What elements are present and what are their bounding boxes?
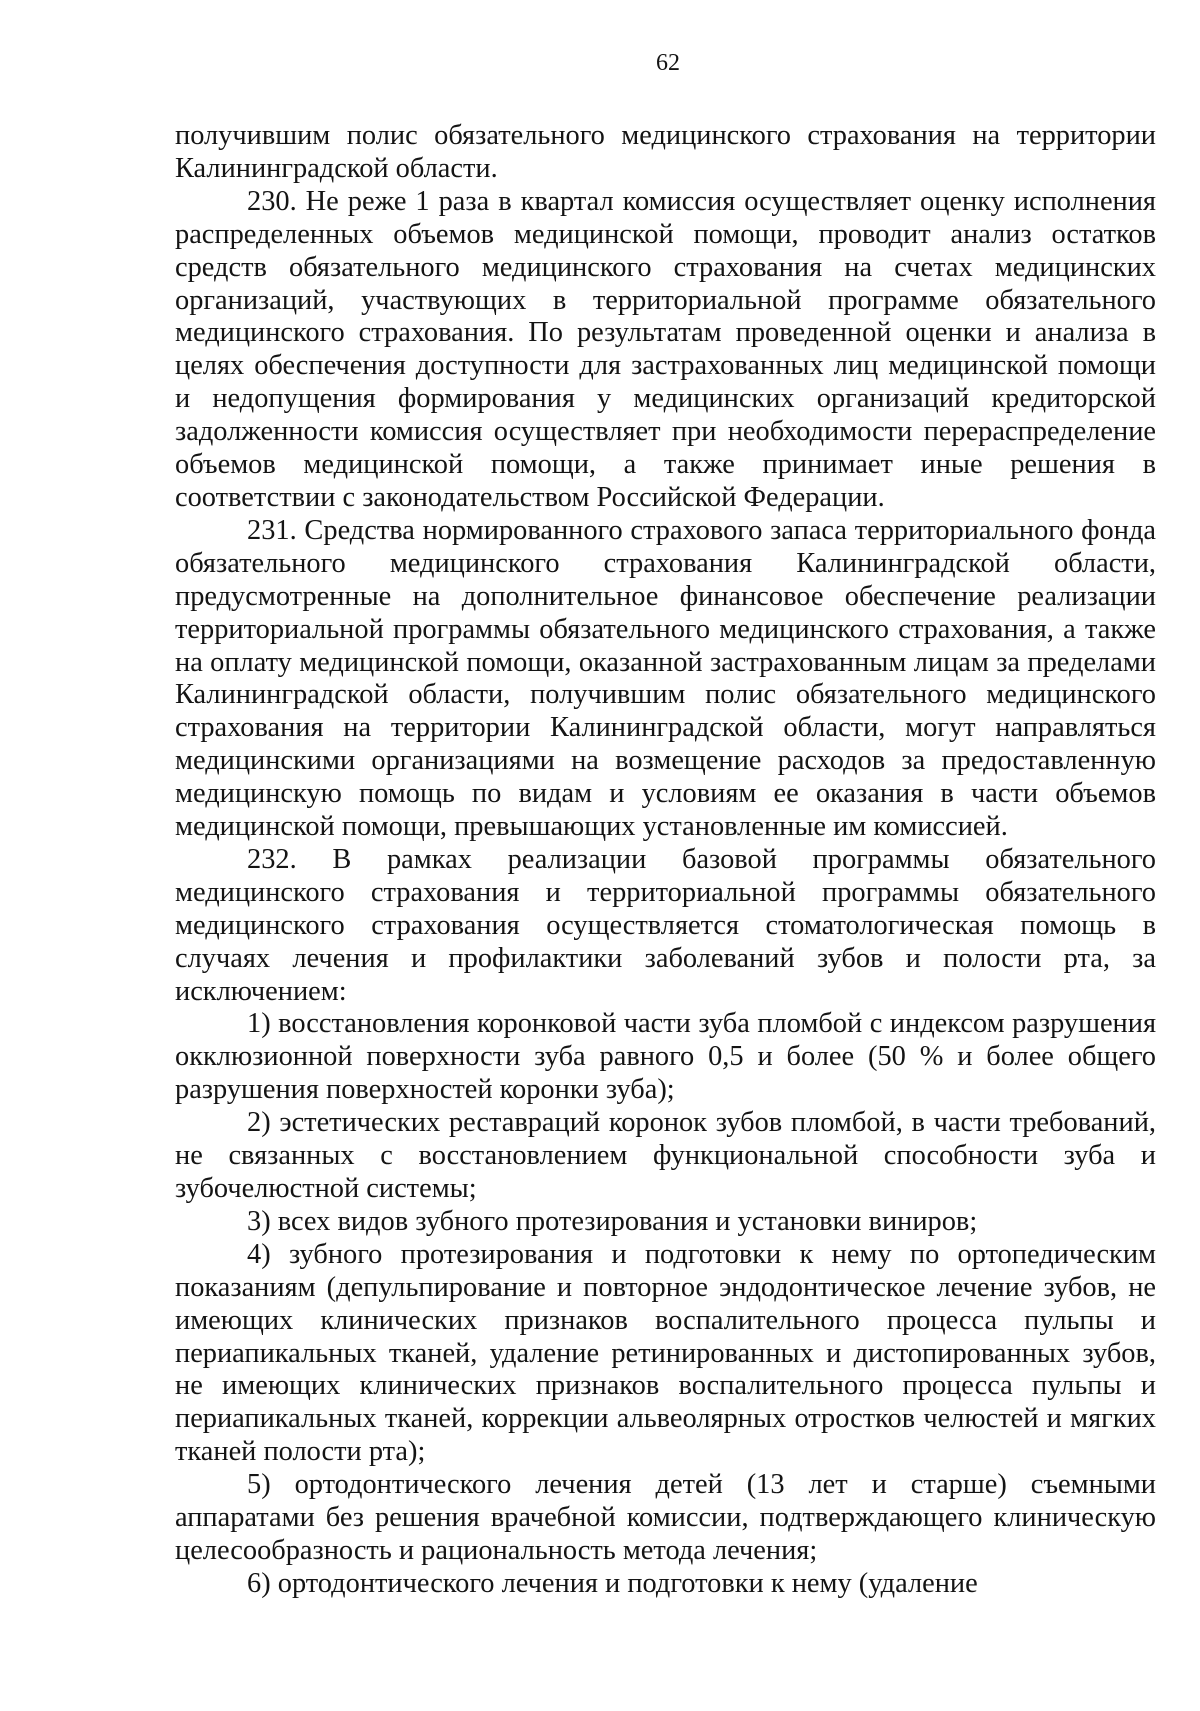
paragraph-231: 231. Средства нормированного страхового запаса территориального фонда обязательного медицинского страхования Калининградской области, предусмотренные на дополнительное финансовое обеспечение реализации территориальной программы обязательного медицинского страхования, а также на оплату медицинской помощи, оказанной застрахованным лицам за пределами Калининградской области, получившим полис обязательного медицинского страхования на территории Калининградской области, могут направляться медицинскими организациями на возмещение расходов за предоставленную медицинскую помощь по видам и условиям ее оказания в части объемов медицинской помощи, превышающих установленные им комиссией.: [175, 514, 1156, 843]
list-item-2: 2) эстетических реставраций коронок зубов пломбой, в части требований, не связанных с восстановлением функциональной способности зуба и зубочелюстной системы;: [175, 1107, 1156, 1204]
list-item-3: 3) всех видов зубного протезирования и установки виниров;: [247, 1205, 978, 1237]
list-item-1: 1) восстановления коронковой части зуба пломбой с индексом разрушения окклюзионной поверхности зуба равного 0,5 и более (50 % и более общего разрушения поверхностей коронки зуба);: [175, 1008, 1156, 1106]
list-item-4: 4) зубного протезирования и подготовки к нему по ортопедическим показаниям (депульпирование и повторное эндодонтическое лечение зубов, не имеющих клинических признаков воспалительного процесса пульпы и периапикальных тканей, удаление ретинированных и дистопированных зубов, не имеющих клинических признаков воспалительного процесса пульпы и периапикальных тканей, коррекции альвеолярных отростков челюстей и мягких тканей полости рта);: [175, 1238, 1156, 1468]
paragraph-230: 230. Не реже 1 раза в квартал комиссия осуществляет оценку исполнения распределенных объемов медицинской помощи, проводит анализ остатков средств обязательного медицинского страхования на счетах медицинских организаций, участвующих в территориальной программе обязательного медицинского страхования. По результатам проведенной оценки и анализа в целях обеспечения доступности для застрахованных лиц медицинской помощи и недопущения формирования у медицинских организаций кредиторской задолженности комиссия осуществляет при необходимости перераспределение объемов медицинской помощи, а также принимает иные решения в соответствии с законодательством Российской Федерации.: [175, 185, 1156, 513]
paragraph-continuation: получившим полис обязательного медицинского страхования на территории Калининградской области.: [175, 120, 1156, 184]
list-item-5: 5) ортодонтического лечения детей (13 лет и старше) съемными аппаратами без решения врачебной комиссии, подтверждающего клиническую целесообразность и рациональность метода лечения;: [175, 1469, 1156, 1566]
paragraph-232: 232. В рамках реализации базовой программы обязательного медицинского страхования и территориальной программы обязательного медицинского страхования осуществляется стоматологическая помощь в случаях лечения и профилактики заболеваний зубов и полости рта, за исключением:: [175, 843, 1156, 1007]
page-number: 62: [656, 50, 680, 76]
document-body: [175, 120, 1156, 1601]
list-item-6: 6) ортодонтического лечения и подготовки к нему (удаление: [247, 1567, 978, 1599]
